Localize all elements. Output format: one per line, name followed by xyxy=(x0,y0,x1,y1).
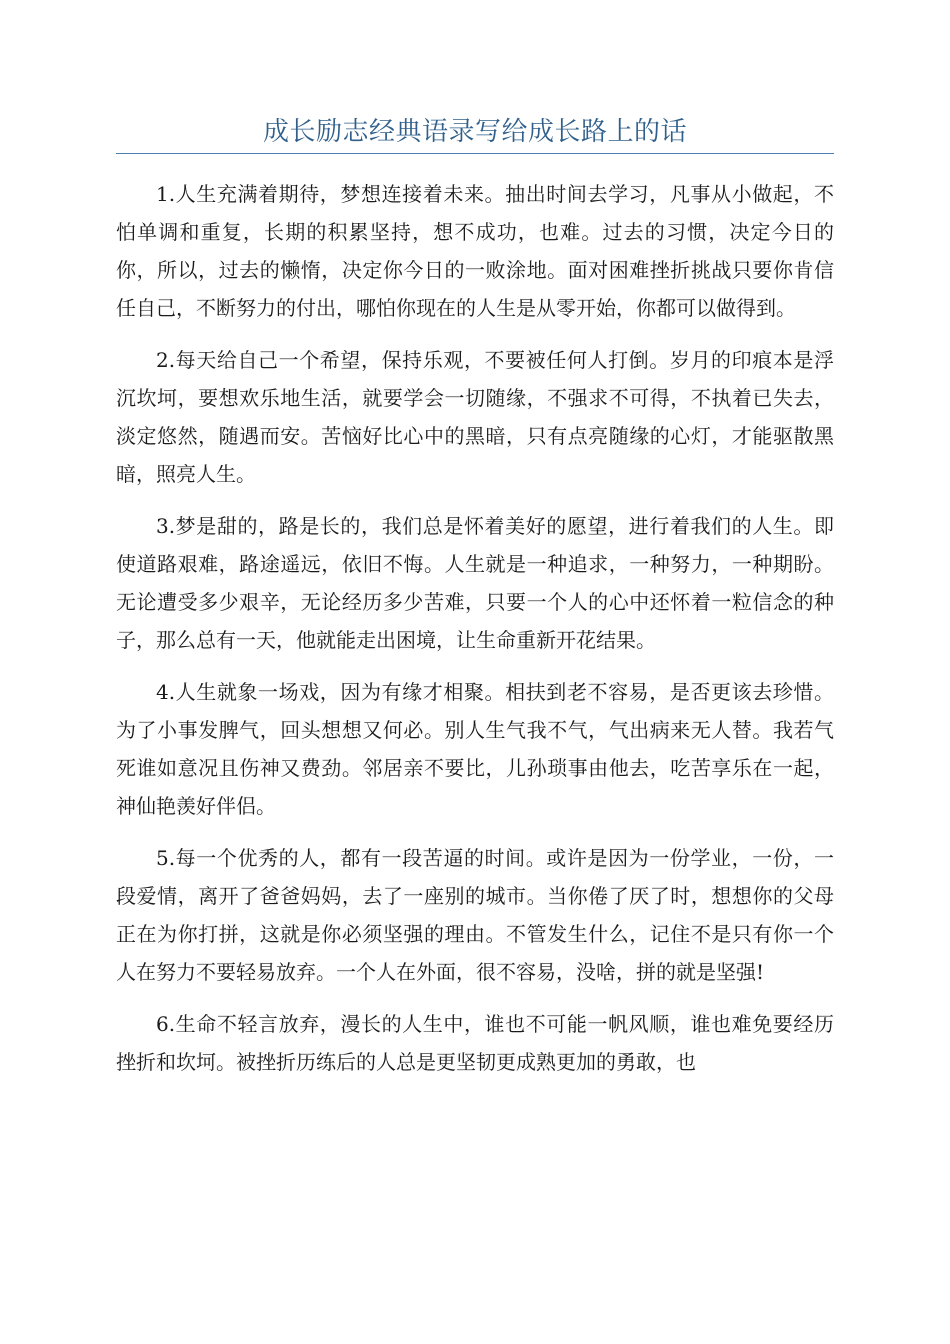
paragraph-5: 5.每一个优秀的人，都有一段苦逼的时间。或许是因为一份学业，一份，一段爱情，离开了爸爸妈妈，去了一座别的城市。当你倦了厌了时，想想你的父母正在为你打拼，这就是你必须坚强的理由。不管发生什么，记住不是只有你一个人在努力不要轻易放弃。一个人在外面，很不容易，没啥，拼的就是坚强! xyxy=(116,846,834,984)
document-body xyxy=(116,175,834,1095)
paragraph-2: 2.每天给自己一个希望，保持乐观，不要被任何人打倒。岁月的印痕本是浮沉坎坷，要想欢乐地生活，就要学会一切随缘，不强求不可得，不执着已失去，淡定悠然，随遇而安。苦恼好比心中的黑暗，只有点亮随缘的心灯，才能驱散黑暗，照亮人生。 xyxy=(116,348,834,486)
paragraph-4: 4.人生就象一场戏，因为有缘才相聚。相扶到老不容易，是否更该去珍惜。为了小事发脾气，回头想想又何必。别人生气我不气，气出病来无人替。我若气死谁如意况且伤神又费劲。邻居亲不要比，儿孙琐事由他去，吃苦享乐在一起，神仙艳羡好伴侣。 xyxy=(116,680,834,818)
title-underline xyxy=(116,153,834,154)
paragraph-3: 3.梦是甜的，路是长的，我们总是怀着美好的愿望，进行着我们的人生。即使道路艰难，路途遥远，依旧不悔。人生就是一种追求，一种努力，一种期盼。无论遭受多少艰辛，无论经历多少苦难，只要一个人的心中还怀着一粒信念的种子，那么总有一天，他就能走出困境，让生命重新开花结果。 xyxy=(116,514,834,652)
paragraph-6: 6.生命不轻言放弃，漫长的人生中，谁也不可能一帆风顺，谁也难免要经历挫折和坎坷。被挫折历练后的人总是更坚韧更成熟更加的勇敢，也 xyxy=(116,1012,834,1074)
paragraph-1: 1.人生充满着期待，梦想连接着未来。抽出时间去学习，凡事从小做起，不怕单调和重复，长期的积累坚持，想不成功，也难。过去的习惯，决定今日的你，所以，过去的懒惰，决定你今日的一败涂地。面对困难挫折挑战只要你肯信任自己，不断努力的付出，哪怕你现在的人生是从零开始，你都可以做得到。 xyxy=(116,182,834,320)
document-title: 成长励志经典语录写给成长路上的话 xyxy=(262,117,687,147)
